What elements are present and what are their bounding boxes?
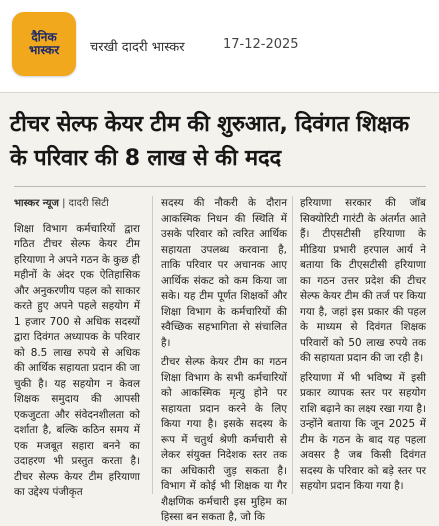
article-column-3 (300, 196, 426, 496)
header-bar (0, 0, 439, 93)
column-divider (292, 196, 293, 494)
headline-divider (14, 186, 426, 187)
article-headline: टीचर सेल्फ केयर टीम की शुरुआत, दिवंगत शिक्षक के परिवार की 8 लाख से की मदद (10, 112, 409, 171)
logo-line-1: दैनिक (31, 30, 57, 45)
byline-source: भास्कर न्यूज (14, 198, 59, 209)
article-column-2 (161, 196, 287, 523)
paragraph: शिक्षा विभाग कर्मचारियों द्वारा गठित टीचर सेल्फ केयर टीम हरियाणा ने अपने गठन के कुछ ही महीनों के अंदर एक ऐतिहासिक और अनुकरणीय पहल को साकार करते हुए अपने पहले सहयोग में 1 हजार 700 से अधिक सदस्यों द्वारा दिवंगत अध्यापक के परिवार को 8.5 लाख रुपये से अधिक की आर्थिक सहायता प्रदान की जा चुकी है। यह सहयोग न केवल शिक्षक समुदाय की आपसी एकजुटता और संवेदनशीलता को दर्शाता है, बल्कि कठिन समय में एक मजबूत सहारा बनने का उदाहरण भी प्रस्तुत करता है। टीचर सेल्फ केयर टीम हरियाणा का उद्देश्य पंजीकृत (14, 222, 140, 498)
paragraph: टीचर सेल्फ केयर टीम का गठन शिक्षा विभाग के सभी कर्मचारियों को आकस्मिक मृत्यु होने पर सहायता प्रदान करने के लिए किया गया है। इसके सदस्य के रूप में चतुर्थ श्रेणी कर्मचारी से लेकर संयुक्त निदेशक स्तर तक का अधिकारी जुड़ सकता है। विभाग में कोई भी शिक्षक या गैर शैक्षणिक कर्मचारी इस मुहिम का हिस्सा बन सकता है, जो कि (161, 356, 287, 523)
column-divider (152, 196, 153, 494)
paragraph: हरियाणा में भी भविष्य में इसी प्रकार व्यापक स्तर पर सहयोग राशि बढ़ाने का लक्ष्य रखा गया है। उन्होंने बताया कि जून 2025 में टीम के गठन के बाद यह पहला अवसर है जब किसी दिवंगत सदस्य के परिवार को बड़े स्तर पर सहयोग प्रदान किया गया है। (300, 371, 426, 492)
logo-line-2: भास्कर (28, 43, 60, 57)
publish-date: 17-12-2025 (223, 37, 299, 52)
paragraph: सदस्य की नौकरी के दौरान आकस्मिक निधन की स्थिति में उसके परिवार को त्वरित आर्थिक सहायता उपलब्ध करवाना है, ताकि परिवार पर अचानक आए आर्थिक संकट को कम किया जा सके। यह टीम पूर्णत शिक्षकों और शिक्षा विभाग के कर्मचारियों की स्वैच्छिक सहभागिता से संचालित है। (161, 197, 287, 349)
edition-name: चरखी दादरी भास्कर (90, 40, 185, 55)
byline: भास्कर न्यूज | दादरी सिटी (14, 198, 109, 209)
dainik-bhaskar-logo (12, 12, 76, 76)
article-column-1 (14, 196, 140, 496)
byline-place: दादरी सिटी (68, 198, 109, 209)
paragraph: हरियाणा सरकार की जॉब सिक्योरिटी गारंटी के अंतर्गत आते हैं। टीएसटीसी हरियाणा के मीडिया प्रभारी हरपाल आर्य ने बताया कि टीएसटीसी हरियाणा का गठन उत्तर प्रदेश की टीचर सेल्फ केयर टीम की तर्ज पर किया गया है, जहां इस प्रकार की पहल के माध्यम से दिवंगत शिक्षक परिवारों को 50 लाख रुपये तक की सहायता प्रदान की जा रही है। (300, 197, 426, 364)
